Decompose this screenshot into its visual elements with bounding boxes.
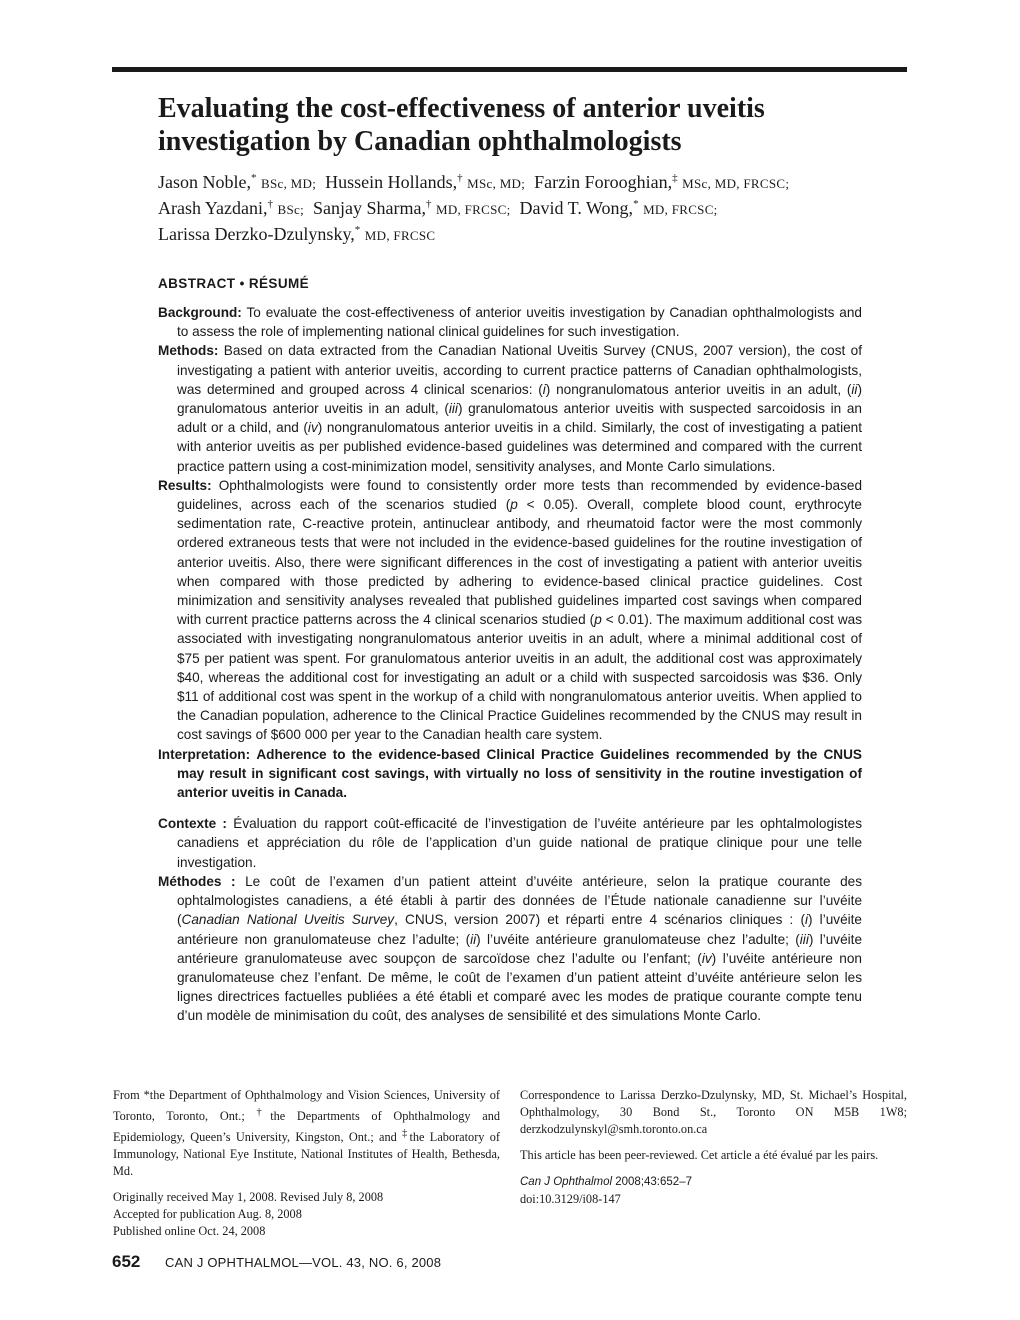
author-line-1 [158,170,908,196]
author-degrees: MD, FRCSC; [643,202,718,217]
abstract-methods [158,341,862,475]
roman-numeral: iii [799,931,809,947]
footnote-right [520,1087,907,1217]
roman-numeral: iv [701,950,712,966]
roman-numeral: ii [851,381,858,397]
roman-numeral: iii [448,401,458,417]
affiliation-text: the Departments of Ophthalmology and Epidemiology, Queen’s University, Kingston, Ont.; and [113,1109,501,1145]
received-date: Originally received May 1, 2008. Revised July 8, 2008 [113,1190,384,1205]
p-value-symbol: p [594,612,602,628]
section-text: < 0.05). Overall, complete blood count, erythrocyte sedimentation rate, C-reactive protein, antinuclear antibody, and rheumatoid factor were the most commonly ordered extraneous tests that were not included in the evidence-based guidelines for the routine investigation of anterior uveitis. Also, there were significant differences in the cost of investigating a patient with anterior uveitis when compared with those predicted by adhering to evidence-based clinical practice guidelines. Cost minimization and sensitivity analyses revealed that published guidelines imparted cost savings when compared with current practice patterns across the 4 clinical scenarios studied ( [177,497,862,628]
section-text: ) nongranulomatous anterior uveitis in an adult, ( [545,381,852,397]
affiliation-mark: ‡ [402,1128,410,1140]
author-mark: ‡ [672,172,678,184]
roman-numeral: i [542,381,546,397]
section-label: Contexte : [158,816,227,832]
p-value-symbol: p [510,497,518,513]
section-text: ) granulomatous anterior uveitis with suspected sarcoidosis in an adult or a child, and ( [177,401,862,436]
section-text: ) l’uvéite antérieure non granulomateuse chez l’enfant. De même, le coût de l’examen d’un patient atteint d’uvéite antérieure selon les lignes directrices factuelles publiées a été établi et comparé avec les modes de pratique courante compte tenu d’un modèle de minimisation du coût, des analyses de sensibilité et des simulations Monte Carlo. [177,950,862,1024]
section-text: ) l’uvéite antérieure granulomateuse chez l’adulte; ( [476,931,800,947]
section-text: < 0.01). The maximum additional cost was associated with investigating nongranulomatous anterior uveitis in an adult, where a minimal additional cost of $75 per patient was spent. For granulomatous anterior uveitis in an adult, the additional cost was approximately $40, whereas the additional cost for investigating an adult or a child with suspected sarcoidosis was $36. Only $11 of additional cost was spent in the workup of a child with nongranulomatous anterior uveitis. When applied to the Canadian population, adherence to the Clinical Practice Guidelines recommended by the CNUS may result in cost savings of $600 000 per year to the Canadian health care system. [177,612,863,743]
author-name: Hussein Hollands, [325,172,458,192]
author-name: Sanjay Sharma, [312,198,426,218]
author-degrees: MD, FRCSC [364,228,436,243]
author-degrees: BSc, MD; [261,176,317,191]
author-name: Arash Yazdani, [158,198,268,218]
author-list [158,170,908,248]
section-text: Ophthalmologists were found to consistently order more tests than recommended by evidence-based guidelines, across each of the scenarios studied ( [177,477,863,513]
abstract-contexte [158,814,862,872]
abstract-background [158,303,862,341]
section-text: Le coût de l’examen d’un patient atteint d’uvéite antérieure, selon la pratique courante des ophtalmologistes canadiens, a été établi à partir des données de l’Étude nationale canadienne sur l’uvéite ( [177,873,863,928]
citation-journal: Can J Ophthalmol [520,1176,613,1188]
author-name: Jason Noble, [158,172,251,192]
page-number: 652 [112,1252,141,1271]
author-mark: † [457,172,463,184]
section-label: Methods: [158,343,219,359]
roman-numeral: iv [307,420,318,436]
section-label: Méthodes : [158,873,236,889]
section-label: Interpretation: [158,746,251,762]
author-name: Larissa Derzko-Dzulynsky, [158,224,355,244]
author-mark: * [633,198,639,210]
doi: doi:10.3129/i08-147 [520,1192,621,1206]
author-name: Farzin Forooghian, [534,172,673,192]
section-text: ) l’uvéite antérieure non granulomateuse chez l’adulte; ( [177,912,862,947]
author-mark: † [267,198,273,210]
author-mark: * [251,172,257,184]
affiliation-text: the Laboratory of Immunology, National Eye Institute, National Institutes of Health, Bethesda, Md. [113,1130,500,1179]
section-text: ) l’uvéite antérieure granulomateuse avec soupçon de sarcoïdose chez l’adulte ou l’enfant; ( [177,931,863,966]
affiliation-text: From *the Department of Ophthalmology and Vision Sciences, University of Toronto, Toronto, Ont.; [113,1088,500,1124]
abstract [158,303,862,1026]
citation-ref: 2008;43:652–7 [612,1176,692,1188]
author-degrees: BSc; [277,202,304,217]
header-rule [112,67,907,72]
roman-numeral: i [804,912,809,928]
published-date: Published online Oct. 24, 2008 [113,1224,266,1239]
correspondence: Correspondence to Larissa Derzko-Dzulynsky, MD, St. Michael’s Hospital, Ophthalmology, 30 Bond St., Toronto ON M5B 1W8; derzkodzulynskyl@smh.toronto.on.ca [520,1088,907,1136]
section-text: Based on data extracted from the Canadian National Uveitis Survey (CNUS, 2007 version), the cost of investigating a patient with anterior uveitis, according to current practice patterns of Canadian ophthalmologists, was determined and grouped across 4 clinical scenarios: ( [177,343,862,397]
journal-footer: CAN J OPHTHALMOL—VOL. 43, NO. 6, 2008 [165,1255,442,1270]
accepted-date: Accepted for publication Aug. 8, 2008 [113,1207,302,1222]
section-text: To evaluate the cost-effectiveness of anterior uveitis investigation by Canadian ophthalmologists and to assess the role of implementing national clinical guidelines for such investigation. [177,305,862,340]
author-line-3 [158,222,908,248]
section-text: Évaluation du rapport coût-efficacité de l’investigation de l’uvéite antérieure par les ophtalmologistes canadiens et appréciation du rôle de l’application d’un guide national de pratique clinique pour une telle investigation. [177,816,862,870]
author-mark: * [354,224,361,236]
section-label: Results: [158,477,212,493]
section-text: ) granulomatous anterior uveitis in an adult, ( [177,381,862,417]
author-name: David T. Wong, [519,198,634,218]
footnote-left [113,1087,500,1249]
roman-numeral: ii [470,931,477,947]
survey-name: Canadian National Uveitis Survey [181,912,395,928]
author-degrees: MD, FRCSC; [435,202,511,217]
peer-review-note: This article has been peer-reviewed. Cet article a été évalué par les pairs. [520,1148,879,1162]
citation-line [520,1176,692,1188]
abstract-heading: ABSTRACT • RÉSUMÉ [158,276,310,291]
section-text: ) nongranulomatous anterior uveitis in a child. Similarly, the cost of investigating a patient with anterior uveitis as per published evidence-based guidelines was determined and compared with the current practice pattern using a cost-minimization model, sensitivity analyses, and Monte Carlo simulations. [177,420,863,474]
publication-history [113,1189,500,1240]
author-degrees: MSc, MD; [467,176,526,191]
section-text: Adherence to the evidence-based Clinical Practice Guidelines recommended by the CNUS may result in significant cost savings, with virtually no loss of sensitivity in the routine investigation of anterior uveitis in Canada. [177,746,863,801]
citation [520,1173,907,1208]
section-label: Background: [158,305,242,320]
affiliations [113,1087,500,1180]
abstract-results [158,476,862,745]
abstract-interpretation [158,745,862,803]
author-line-2 [158,196,908,222]
affiliation-mark: † [256,1107,271,1118]
author-mark: † [425,198,432,210]
section-text: , CNUS, version 2007) et réparti entre 4 scénarios cliniques : ( [394,912,805,928]
article-title: Evaluating the cost-effectiveness of anterior uveitis investigation by Canadian ophthalmologists [158,93,765,157]
abstract-methodes [158,872,862,1026]
author-degrees: MSc, MD, FRCSC; [682,176,790,191]
